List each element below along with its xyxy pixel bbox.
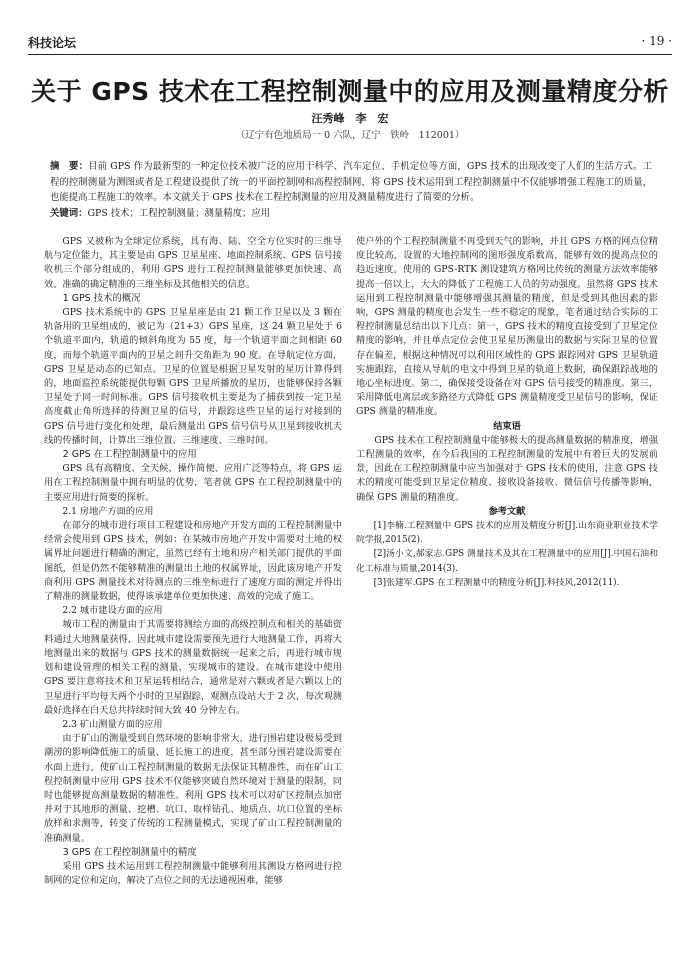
reference-item: [3]张建军.GPS 在工程测量中的精度分析[J].科技风,2012(11).	[373, 577, 620, 588]
abstract	[50, 159, 652, 206]
page-header	[28, 30, 672, 55]
conclusion-heading: 结束语	[493, 420, 521, 432]
subsection-2-3-paragraph: 由于矿山的测量受到自然环境的影响非常大，进行围岩建设极易受到潮涝的影响降低施工的质量、延长施工的进度，甚至部分围岩建设需要在水面上进行，使矿山工程控制测量的数据无法保证其精准性，而在矿山工程控制测量中应用 GPS 技术不仅能够突破自然环境对于测量的限制，同时也能够提高测量数据的精准性。利用 GPS 技术可以对矿区控制点加密并对于其地形的测量、挖槽、坑口、取样钻孔、地质点、坑口位置的坐标放样和求测等，转变了传统的工程测量模式，实现了矿山工程控制测量的准确测量。	[44, 733, 342, 844]
section-heading-1: 1 GPS 技术的概况	[62, 292, 141, 304]
section-heading-2: 2 GPS 在工程控制测量中的应用	[62, 449, 197, 461]
abstract-label: 摘 要：	[50, 161, 89, 172]
page-number: · 19 ·	[641, 34, 672, 48]
intro-paragraph: GPS 又被称为全球定位系统，具有海、陆、空全方位实时的三维导航与定位能力，其主要是由 GPS 卫星星座、地面控制系统、GPS 信号接收机三个部分组成的，利用 GPS 进行工程控制测量能够更加快速、高效、准确的确定精准的三维坐标及其他相关的信息。	[44, 236, 342, 290]
section-heading-3: 3 GPS 在工程控制测量中的精度	[62, 846, 197, 858]
section-1-paragraph: GPS 技术系统中的 GPS 卫星星座是由 21 颗工作卫星以及 3 颗在轨备用的卫星组成的，被记为（21+3）GPS 星座，这 24 颗卫星处于 6 个轨道平面内，轨道的倾斜角度为 55 度，每一个轨道平面之间相距 60 度，而每个轨道平面内的卫星之间升交角距为 90 度。在导航定位方面，GPS 卫星是动态的已知点。卫星的位置是根据卫星发射的星历计算得到的，地面监控系统能提供每颗 GPS 卫星所播放的星历，也能够保持各颗卫星处于同一时间标准。GPS 信号接收机主要是为了捕获到按一定卫星高度截止角所选择的待测卫星的信号，并跟踪这些卫星的运行对接到的 GPS 信号进行变化和处理，最后测量出 GPS 信号信号从卫星到接收机天线的传播时间，计算出三维位置、三维速度、三维时间。	[44, 307, 342, 446]
journal-section-name: 科技论坛	[28, 36, 77, 50]
subsection-heading-2-1: 2.1 房地产方面的应用	[62, 505, 154, 517]
abstract-text: 目前 GPS 作为最新型的一种定位技术被广泛的应用于科学、汽车定位、手机定位等方面，GPS 技术的出现改变了人们的生活方式。工程的控制测量为测图或者是工程建设提供了统一的平面控制网和高程控制网，将 GPS 技术运用到工程控制测量中不仅能够增强工程施工的质量，也能提高工程施工的效率。本文就关于 GPS 技术在工程控制测量的应用及测量精度进行了简要的分析。	[50, 161, 652, 203]
subsection-heading-2-3: 2.3 矿山测量方面的应用	[62, 718, 163, 730]
reference-item: [2]汤小文,郝家志.GPS 测量技术及其在工程测量中的应用[J].中国石油和化工标准与质量,2014(3).	[356, 549, 658, 574]
subsection-2-1-paragraph: 在部分的城市进行项目工程建设和房地产开发方面的工程控制测量中经常会使用到 GPS 技术，例如：在某城市房地产开发中需要对土地的权属界址问题进行精确的测定，虽然已经有土地和房产相关部门提供的平面图纸，但是仍然不能够精准的测量出土地的权属界址，因此该房地产开发商利用 GPS 测量技术对待测点的三维坐标进行了速度方面的测定并得出了精准的测量数据，使得该承建单位更加快速、高效的完成了施工。	[44, 520, 342, 603]
author-affiliation: （辽宁有色地质局一 0 六队，辽宁 铁岭 112001）	[235, 130, 465, 141]
subsection-2-2-paragraph: 城市工程的测量由于其需要将测绘方面的高级控制点和相关的基础资料通过大地测量获得，因此城市建设需要预先进行大地测量工作，再将大地测量出来的数据与 GPS 技术的测量数据统一起来之后，再进行城市规划和建设管理的相关工程的测量，实现城市的建设。在城市建设中使用 GPS 要注意将技术和卫星运转相结合，通常是对六颗或者是六颗以上的卫星进行平均每天两个小时的卫星跟踪，观测点设站大于 2 次，每次观测最好选择在白天总共持续时间大致 40 分钟左右。	[44, 619, 342, 716]
article-title: 关于 GPS 技术在工程控制测量中的应用及测量精度分析	[31, 77, 669, 106]
keywords-label: 关键词：	[50, 208, 88, 219]
left-column	[44, 235, 342, 888]
reference-item: [1]李楠.工程测量中 GPS 技术的应用及精度分析[J].山东商业职业技术学院学报,2015(2).	[356, 521, 658, 546]
right-column	[356, 235, 658, 590]
conclusion-paragraph: GPS 技术在工程控制测量中能够极大的提高测量数据的精准度，增强工程测量的效率，在今后我国的工程控制测量的发展中有着巨大的发展前景，因此在工程控制测量中应当加强对于 GPS 技术的使用，注意 GPS 技术的精度可能受到卫星定位精度、接收设备接收、微信信号传播等影响，确保 GPS 测量的精准度。	[356, 434, 658, 503]
references-heading: 参考文献	[488, 505, 526, 517]
article-authors: 汪秀峰 李 宏	[311, 112, 389, 125]
keywords-text: GPS 技术；工程控制测量；测量精度；应用	[87, 208, 271, 219]
keywords	[50, 206, 652, 221]
section-3-continued-paragraph: 使户外的个工程控制测量不再受到天气的影响，并且 GPS 方格的网点位精度比较高，设置的大地控制网的图形强度系数高，能够有效的提高点位的趋近速度。使用的 GPS-RTK 测设建筑方格网比传统的测量方法效率能够提高一倍以上，大大的降低了工程施工人员的劳动强度。虽然将 GPS 技术运用到工程控制测量中能够增强其测量的精度，但是受到其他因素的影响，GPS 测量的精度也会发生一些不稳定的现象，笔者通过结合实际的工程控制测量总结出以下几点：第一，GPS 技术的精度直接受到了卫星定位精度的影响，并且单点定位会使卫星星历测量出的数据与实际卫星的位置存在偏差，根据这种情况可以利用区域性的 GPS 跟踪网对 GPS 卫星轨道实施跟踪，直接从导航的电文中得到卫星的轨道上数据，确保跟踪战地的地心坐标进度。第二，确保接受设备在对 GPS 信号接受的精准度。第三，采用降低电离层或多路径方式降低 GPS 测量精度受卫星信号的影响，保证 GPS 测量的精准度。	[356, 236, 658, 418]
section-3-paragraph: 采用 GPS 技术运用到工程控制测量中能够利用其测设方格网进行控制网的定位和定向，解决了点位之间的无法通视困难，能够	[44, 860, 342, 887]
section-2-paragraph: GPS 具有高精度、全天候、操作简便、应用广泛等特点，将 GPS 运用在工程控制测量中拥有明显的优势，笔者就 GPS 在工程控制测量中的主要应用进行简要的探析。	[44, 463, 342, 503]
subsection-heading-2-2: 2.2 城市建设方面的应用	[62, 605, 163, 617]
